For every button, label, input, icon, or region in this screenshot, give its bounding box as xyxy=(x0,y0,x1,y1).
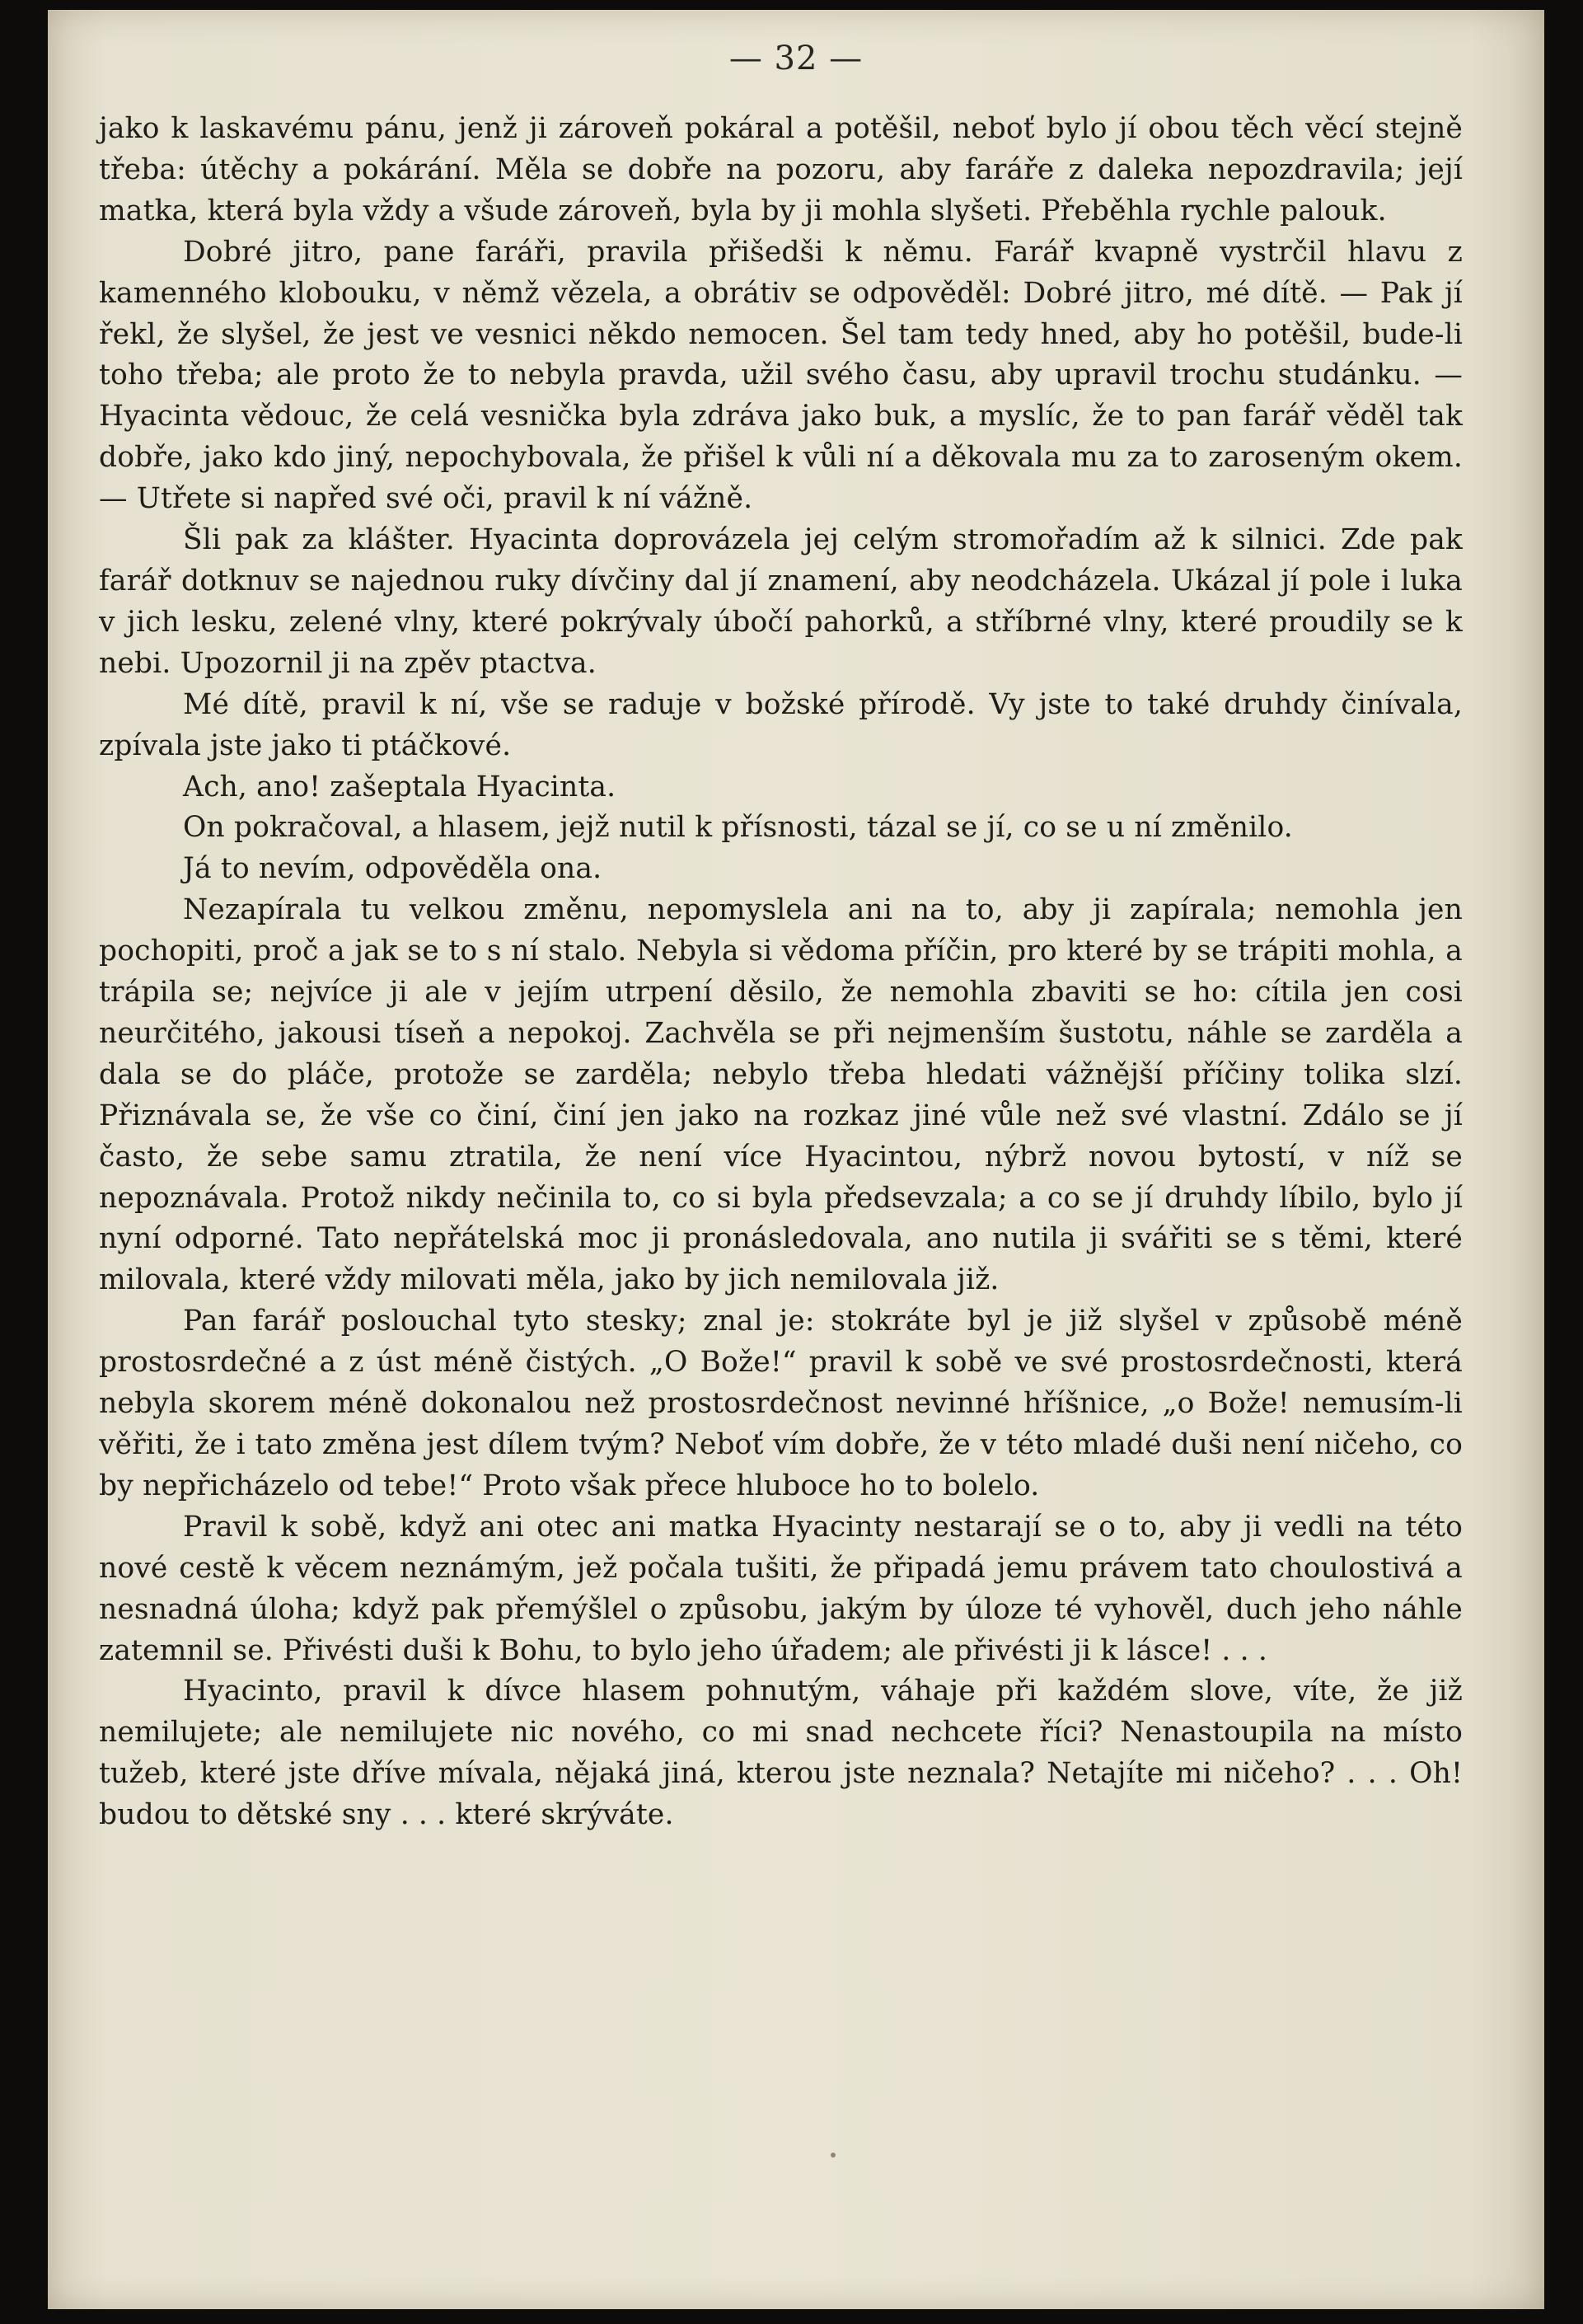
paragraph-7: Já to nevím, odpověděla ona. xyxy=(183,852,602,886)
footer-mark xyxy=(831,2153,836,2158)
paragraph-8: Nezapírala tu velkou změnu, nepomyslela ani na to, aby ji zapírala; nemohla jen pochopiti, proč a jak se to s ní stalo. Nebyla si vědoma příčin, pro které by se trápiti mohla, a trápila se; nejvíce ji ale v jejím utrpení děsilo, že nemohla zbaviti se ho: cítila jen cosi neurčitého, jakousi tíseň a nepokoj. Zachvěla se při nejmenším šustotu, náhle se zarděla a dala se do pláče, protože se zarděla; nebylo třeba hledati vážnější příčiny tolika slzí. Přiznávala se, že vše co činí, činí jen jako na rozkaz jiné vůle než své vlastní. Zdálo se jí často, že sebe samu ztratila, že není více Hyacintou, nýbrž novou bytostí, v níž se nepoznávala. Protož nikdy nečinila to, co si byla předsevzala; a co se jí druhdy líbilo, bylo jí nyní odporné. Tato nepřátelská moc ji pronásledovala, ano nutila ji svářiti se s těmi, které milovala, které vždy milovati měla, jako by jich nemilovala již. xyxy=(99,893,1463,1297)
body-text xyxy=(99,109,1463,1836)
paragraph-6: On pokračoval, a hlasem, jejž nutil k přísnosti, tázal se jí, co se u ní změnilo. xyxy=(183,811,1293,845)
page-number: — 32 — xyxy=(728,40,864,77)
paragraph-10: Pravil k sobě, když ani otec ani matka Hyacinty nestarají se o to, aby ji vedli na této nové cestě k věcem neznámým, jež počala tušiti, že připadá jemu právem tato choulostivá a nesnadná úloha; když pak přemýšlel o způsobu, jakým by úloze té vyhověl, duch jeho náhle zatemnil se. Přivésti duši k Bohu, to bylo jeho úřadem; ale přivésti ji k lásce! . . . xyxy=(99,1510,1463,1667)
paragraph-11: Hyacinto, pravil k dívce hlasem pohnutým, váhaje při každém slove, víte, že již nemilujete; ale nemilujete nic nového, co mi snad nechcete říci? Nenastoupila na místo tužeb, které jste dříve mívala, nějaká jiná, kterou jste neznala? Netajíte mi ničeho? . . . Oh! budou to dětské sny . . . které skrýváte. xyxy=(99,1675,1463,1832)
paragraph-3: Šli pak za klášter. Hyacinta doprovázela jej celým stromořadím až k silnici. Zde pak farář dotknuv se najednou ruky dívčiny dal jí znamení, aby neodcházela. Ukázal jí pole i luka v jich lesku, zelené vlny, které pokrývaly úbočí pahorků, a stříbrné vlny, které proudily se k nebi. Upozornil ji na zpěv ptactva. xyxy=(99,523,1463,680)
paragraph-5: Ach, ano! zašeptala Hyacinta. xyxy=(183,770,616,804)
paragraph-2: Dobré jitro, pane faráři, pravila přišedši k němu. Farář kvapně vystrčil hlavu z kamenného klobouku, v němž vězela, a obrátiv se odpověděl: Dobré jitro, mé dítě. — Pak jí řekl, že slyšel, že jest ve vesnici někdo nemocen. Šel tam tedy hned, aby ho potěšil, bude-li toho třeba; ale proto že to nebyla pravda, užil svého času, aby upravil trochu studánku. — Hyacinta vědouc, že celá vesnička byla zdráva jako buk, a myslíc, že to pan farář věděl tak dobře, jako kdo jiný, nepochybovala, že přišel k vůli ní a děkovala mu za to zaroseným okem. — Utřete si napřed své oči, pravil k ní vážně. xyxy=(99,235,1463,516)
book-page xyxy=(48,10,1544,2309)
paragraph-1: jako k laskavému pánu, jenž ji zároveň pokáral a potěšil, neboť bylo jí obou těch věcí stejně třeba: útěchy a pokárání. Měla se dobře na pozoru, aby faráře z daleka nepozdravila; její matka, která byla vždy a všude zároveň, byla by ji mohla slyšeti. Přeběhla rychle palouk. xyxy=(99,112,1463,227)
paragraph-9: Pan farář poslouchal tyto stesky; znal je: stokráte byl je již slyšel v způsobě méně prostosrdečné a z úst méně čistých. „O Bože!“ pravil k sobě ve své prostosrdečnosti, která nebyla skorem méně dokonalou než prostosrdečnost nevinné hříšnice, „o Bože! nemusím-li věřiti, že i tato změna jest dílem tvým? Neboť vím dobře, že v této mladé duši není ničeho, co by nepřicházelo od tebe!“ Proto však přece hluboce ho to bolelo. xyxy=(99,1305,1463,1502)
paragraph-4: Mé dítě, pravil k ní, vše se raduje v božské přírodě. Vy jste to také druhdy činívala, zpívala jste jako ti ptáčkové. xyxy=(99,687,1463,762)
